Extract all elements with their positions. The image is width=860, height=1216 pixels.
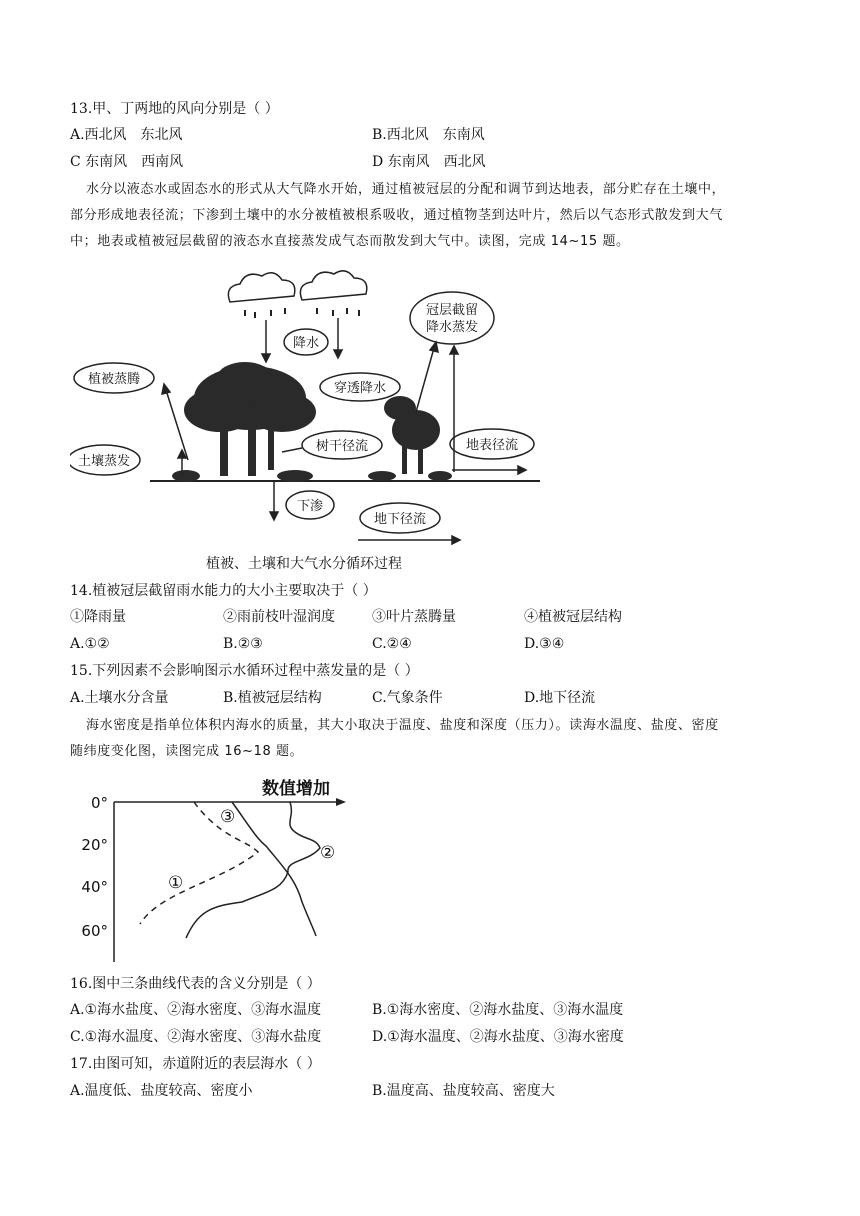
q16-option-d: D.①海水温度、②海水盐度、③海水密度 xyxy=(372,1029,624,1045)
label-curve-2: ② xyxy=(320,843,336,863)
label-stemflow: 树干径流 xyxy=(315,439,369,454)
q14-option-d: D.③④ xyxy=(524,636,565,652)
rain-drops xyxy=(244,308,360,318)
q17-option-a: A.温度低、盐度较高、密度小 xyxy=(70,1083,253,1099)
q15-stem: 15.下列因素不会影响图示水循环过程中蒸发量的是（ ） xyxy=(70,663,419,679)
seawater-curves-diagram xyxy=(70,772,360,972)
q14-stem: 14.植被冠层截留雨水能力的大小主要取决于（ ） xyxy=(70,583,377,599)
label-transpiration: 植被蒸腾 xyxy=(87,372,141,387)
q14-item-2: ②雨前枝叶湿润度 xyxy=(223,609,335,625)
figure1-caption: 植被、土壤和大气水分循环过程 xyxy=(206,556,402,572)
q17-option-b: B.温度高、盐度较高、密度大 xyxy=(372,1083,555,1099)
q13-option-c: C 东南风 西南风 xyxy=(70,154,184,170)
passage2-line-1: 海水密度是指单位体积内海水的质量，其大小取决于温度、盐度和深度（压力）。读海水温度、盐度、密度 xyxy=(86,718,719,733)
curve-2 xyxy=(186,802,320,938)
tick-20: 20° xyxy=(81,836,108,854)
q15-option-a: A.土壤水分含量 xyxy=(70,690,169,706)
q14-option-c: C.②④ xyxy=(372,636,412,652)
q15-option-d: D.地下径流 xyxy=(524,690,596,706)
passage1-line-2: 部分形成地表径流；下渗到土壤中的水分被植被根系吸收，通过植物茎到达叶片，然后以气态形式散发到大气 xyxy=(70,208,723,223)
q13-option-b: B.西北风 东南风 xyxy=(372,127,485,143)
label-curve-3: ③ xyxy=(220,807,236,827)
q13-option-a: A.西北风 东北风 xyxy=(70,127,183,143)
label-curve-1: ① xyxy=(168,873,184,893)
q17-stem: 17.由图可知，赤道附近的表层海水（ ） xyxy=(70,1056,321,1072)
label-throughfall: 穿透降水 xyxy=(333,381,387,396)
q14-option-b: B.②③ xyxy=(223,636,263,652)
tree-icon xyxy=(184,362,316,476)
q13-stem: 13.甲、丁两地的风向分别是（ ） xyxy=(70,101,279,117)
q14-item-4: ④植被冠层结构 xyxy=(524,609,622,625)
label-canopy: 冠层截留 xyxy=(425,303,479,318)
q15-option-c: C.气象条件 xyxy=(372,690,443,706)
q16-option-b: B.①海水密度、②海水盐度、③海水温度 xyxy=(372,1002,624,1018)
passage2-line-2: 随纬度变化图，读图完成 16~18 题。 xyxy=(70,744,304,759)
tick-0: 0° xyxy=(90,794,108,812)
curve-1 xyxy=(140,802,258,924)
q16-option-c: C.①海水温度、②海水密度、③海水盐度 xyxy=(70,1029,322,1045)
q14-item-1: ①降雨量 xyxy=(70,609,126,625)
water-cycle-diagram xyxy=(70,260,550,550)
q13-option-d: D 东南风 西北风 xyxy=(372,154,486,170)
q15-option-b: B.植被冠层结构 xyxy=(223,690,322,706)
q14-option-a: A.①② xyxy=(70,636,110,652)
cloud-icon xyxy=(228,271,366,302)
q16-stem: 16.图中三条曲线代表的含义分别是（ ） xyxy=(70,976,321,992)
passage1-line-1: 水分以液态水或固态水的形式从大气降水开始，通过植被冠层的分配和调节到达地表，部分贮存在土壤中， xyxy=(86,182,726,197)
curve-3 xyxy=(232,802,316,936)
label-precip: 降水 xyxy=(292,336,320,351)
passage1-line-3: 中；地表或植被冠层截留的液态水直接蒸发成气态而散发到大气中。读图，完成 14~15 题。 xyxy=(70,234,630,249)
label-groundwater: 地下径流 xyxy=(373,512,427,527)
q14-item-3: ③叶片蒸腾量 xyxy=(372,609,456,625)
shrub-icon xyxy=(384,396,440,474)
label-canopy-2: 降水蒸发 xyxy=(425,320,479,335)
label-surface-runoff: 地表径流 xyxy=(465,438,519,453)
label-soil-evap: 土壤蒸发 xyxy=(77,454,131,469)
label-infiltration: 下渗 xyxy=(296,499,324,514)
q16-option-a: A.①海水盐度、②海水密度、③海水温度 xyxy=(70,1002,322,1018)
tick-60: 60° xyxy=(81,922,108,940)
axis-title: 数值增加 xyxy=(262,779,330,799)
tick-40: 40° xyxy=(81,878,108,896)
